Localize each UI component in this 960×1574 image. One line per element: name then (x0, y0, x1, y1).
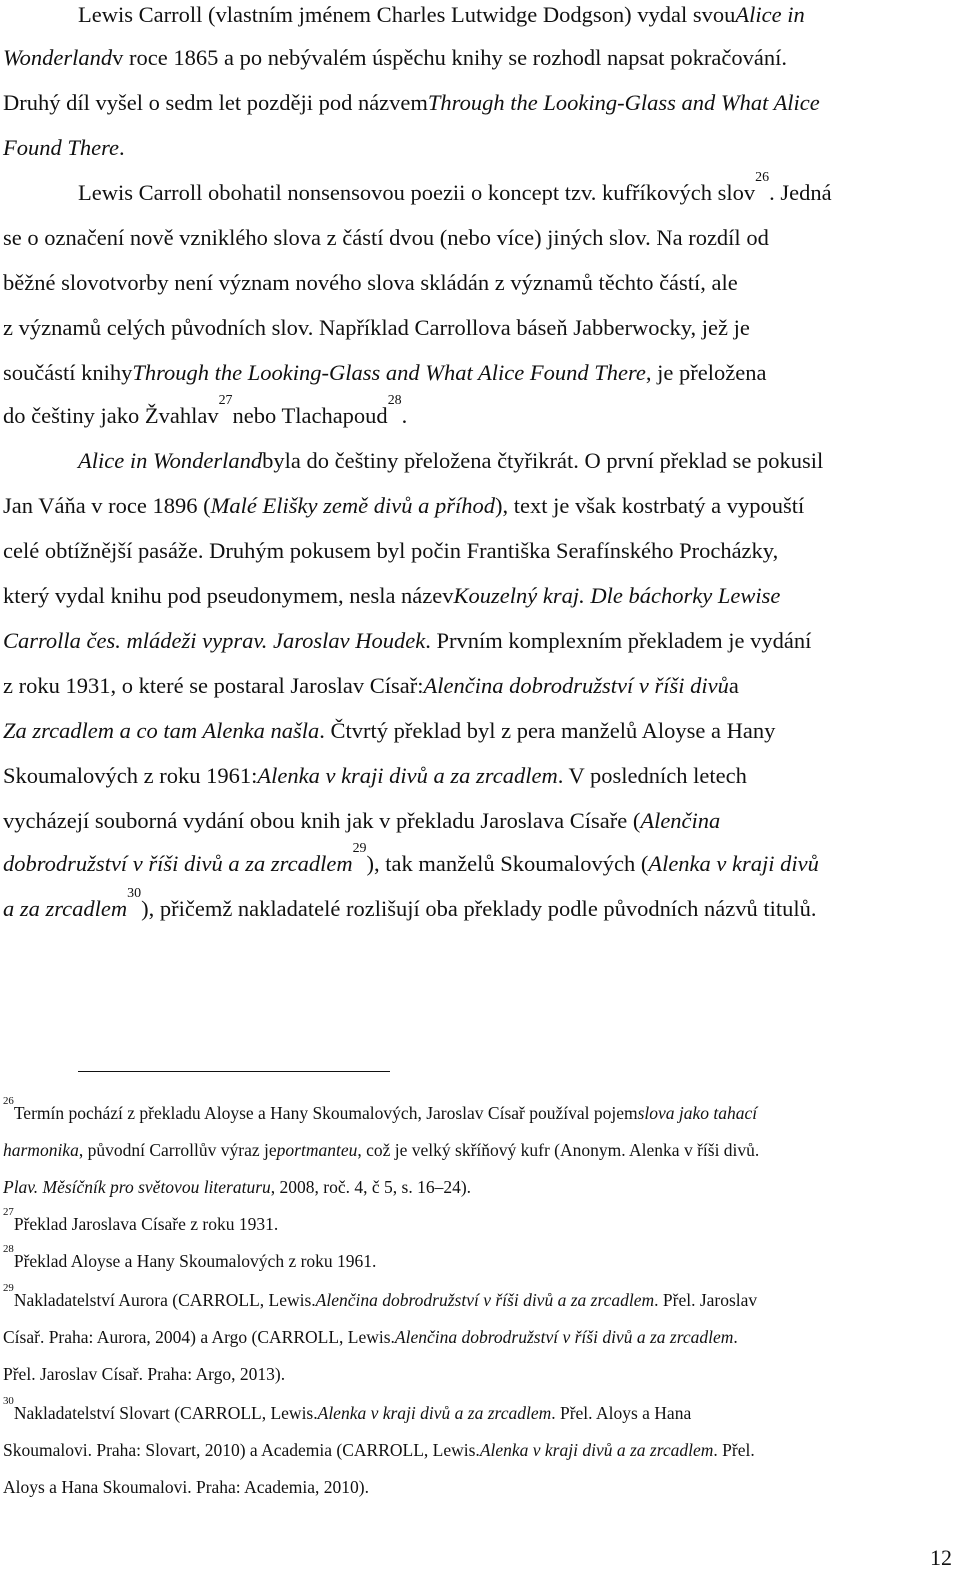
body-line (3, 886, 950, 939)
italic-title: Through the Looking-Glass and What Alice (427, 90, 820, 115)
text-run: v roce 1865 a po nebývalém úspěchu knihy se rozhodl napsat pokračování. (112, 45, 787, 70)
footnote-number: 30 (3, 1395, 14, 1407)
italic-title: Alice in (735, 2, 805, 27)
body-line (3, 133, 950, 178)
italic-title: Carrolla čes. mládeži vyprav. Jaroslav Houdek (3, 628, 426, 653)
footnote-ref: 29 (352, 841, 367, 856)
page-number: 12 (930, 1545, 952, 1570)
footnote-line (3, 1206, 950, 1249)
text-run: Nakladatelství Slovart (CARROLL, Lewis. (13, 1403, 318, 1423)
text-run: . Přel. (713, 1440, 755, 1460)
body-line (3, 806, 950, 851)
text-run: , je přeložena (645, 360, 767, 385)
italic-title: Alenka v kraji divů (648, 851, 819, 876)
text-run: Překlad Jaroslava Císaře z roku 1931. (13, 1214, 279, 1234)
body-line (3, 761, 950, 806)
text-run: . Jedná (769, 180, 832, 205)
footnote-line (3, 1095, 950, 1138)
body-line (3, 88, 950, 133)
italic-title: Through the Looking-Glass and What Alice Found There (132, 360, 646, 385)
text-run: Císař. Praha: Aurora, 2004) a Argo (CARROLL, Lewis. (3, 1327, 395, 1347)
footnote-line (3, 1282, 950, 1325)
text-run: celé obtížnější pasáže. Druhým pokusem byl počin Františka Serafínského Procházky, (3, 538, 779, 563)
italic-term: Alenčina dobrodružství v říši divů a za zrcadlem (394, 1327, 734, 1347)
text-run: . (401, 403, 408, 428)
text-run: . Přel. Aloys a Hana (551, 1403, 692, 1423)
text-run: ), text je však kostrbatý a vypouští (494, 493, 805, 518)
italic-term: harmonika (3, 1140, 79, 1160)
text-run: . V posledních letech (557, 763, 747, 788)
footnote-number: 27 (3, 1206, 14, 1218)
italic-title: dobrodružství v říši divů a za zrcadlem (3, 851, 353, 876)
footnote-line (3, 1243, 950, 1286)
italic-title: Found There (3, 135, 120, 160)
body-line (3, 716, 950, 761)
footnote-line (3, 1175, 950, 1212)
text-run: . Čtvrtý překlad byl z pera manželů Aloyse a Hany (319, 718, 776, 743)
text-run: ), tak manželů Skoumalových ( (366, 851, 649, 876)
italic-term: Alenčina dobrodružství v říši divů a za zrcadlem (315, 1290, 655, 1310)
text-run: . (119, 135, 125, 160)
footnote-ref: 26 (755, 170, 770, 185)
italic-title: Alenčina dobrodružství v říši divů (423, 673, 729, 698)
text-run: součástí knihy (3, 360, 133, 385)
footnote-ref: 28 (387, 393, 402, 408)
body-line (3, 446, 950, 491)
italic-term: slova jako tahací (637, 1103, 758, 1123)
text-run: a (728, 673, 739, 698)
footnote-number: 29 (3, 1282, 14, 1294)
footnote-line (3, 1138, 950, 1175)
text-run: nebo Tlachapoud (232, 403, 388, 428)
text-run: Jan Váňa v roce 1896 ( (3, 493, 211, 518)
body-line (3, 393, 950, 446)
italic-title: a za zrcadlem (3, 896, 128, 921)
italic-title: Alenka v kraji divů a za zrcadlem (257, 763, 558, 788)
text-run: Přel. Jaroslav Císař. Praha: Argo, 2013). (3, 1364, 286, 1384)
text-run: Druhý díl vyšel o sedm let později pod názvem (3, 90, 428, 115)
italic-title: Malé Elišky země divů a příhod (210, 493, 495, 518)
body-line (3, 223, 950, 268)
text-run: . Prvním komplexním překladem je vydání (425, 628, 812, 653)
text-run: Skoumalových z roku 1961: (3, 763, 258, 788)
text-run: . (733, 1327, 738, 1347)
italic-term: Alenka v kraji divů a za zrcadlem (317, 1403, 552, 1423)
footnote-ref: 27 (218, 393, 233, 408)
footnote-line (3, 1395, 950, 1438)
footnote-separator (78, 1071, 390, 1072)
footnote-line (3, 1325, 950, 1362)
body-line (3, 841, 950, 894)
text-run: Překlad Aloyse a Hany Skoumalových z roku 1961. (13, 1251, 377, 1271)
text-run: Lewis Carroll obohatil nonsensovou poezii o koncept tzv. kufříkových slov (78, 180, 756, 205)
text-run: Aloys a Hana Skoumalovi. Praha: Academia, 2010). (3, 1477, 369, 1497)
footnote-number: 28 (3, 1243, 14, 1255)
italic-term: portmanteu (276, 1140, 358, 1160)
text-run: Skoumalovi. Praha: Slovart, 2010) a Academia (CARROLL, Lewis. (3, 1440, 480, 1460)
body-line (3, 671, 950, 716)
footnote-number: 26 (3, 1095, 14, 1107)
body-line (3, 268, 950, 313)
body-line (3, 491, 950, 536)
text-run: z významů celých původních slov. Například Carrollova báseň Jabberwocky, jež je (3, 315, 750, 340)
text-run: který vydal knihu pod pseudonymem, nesla název (3, 583, 454, 608)
body-line (3, 0, 950, 45)
text-run: Nakladatelství Aurora (CARROLL, Lewis. (13, 1290, 316, 1310)
italic-title: Za zrcadlem a co tam Alenka našla (3, 718, 320, 743)
body-line (3, 626, 950, 671)
body-line (3, 170, 950, 223)
text-run: , původní Carrollův výraz je (78, 1140, 277, 1160)
text-run: . Přel. Jaroslav (654, 1290, 758, 1310)
text-run: do češtiny jako Žvahlav (3, 403, 219, 428)
footnote-line (3, 1475, 950, 1512)
italic-title: Alice in Wonderland (78, 448, 263, 473)
body-line (3, 581, 950, 626)
text-run: Lewis Carroll (vlastním jménem Charles Lutwidge Dodgson) vydal svou (78, 2, 736, 27)
italic-title: Wonderland (3, 45, 113, 70)
text-run: běžné slovotvorby není význam nového slova skládán z významů těchto částí, ale (3, 270, 738, 295)
text-run: , 2008, roč. 4, č 5, s. 16–24). (270, 1177, 472, 1197)
italic-term: Alenka v kraji divů a za zrcadlem (479, 1440, 714, 1460)
text-run: Termín pochází z překladu Aloyse a Hany Skoumalových, Jaroslav Císař používal pojem (13, 1103, 638, 1123)
text-run: vycházejí souborná vydání obou knih jak v překladu Jaroslava Císaře ( (3, 808, 641, 833)
body-line (3, 536, 950, 581)
text-run: se o označení nově vzniklého slova z částí dvou (nebo více) jiných slov. Na rozdíl od (3, 225, 769, 250)
footnote-line (3, 1438, 950, 1475)
body-line (3, 358, 950, 403)
italic-title: Alenčina (640, 808, 721, 833)
body-line (3, 313, 950, 358)
text-run: ), přičemž nakladatelé rozlišují oba překlady podle původních názvů titulů. (141, 896, 817, 921)
text-run: , což je velký skříňový kufr (Anonym. Alenka v říši divů. (357, 1140, 760, 1160)
footnote-line (3, 1362, 950, 1399)
body-line (3, 43, 950, 88)
italic-title: Kouzelný kraj. Dle báchorky Lewise (453, 583, 781, 608)
italic-term: Plav. Měsíčník pro světovou literaturu (3, 1177, 271, 1197)
footnote-ref: 30 (127, 886, 142, 901)
text-run: byla do češtiny přeložena čtyřikrát. O první překlad se pokusil (262, 448, 824, 473)
text-run: z roku 1931, o které se postaral Jaroslav Císař: (3, 673, 424, 698)
